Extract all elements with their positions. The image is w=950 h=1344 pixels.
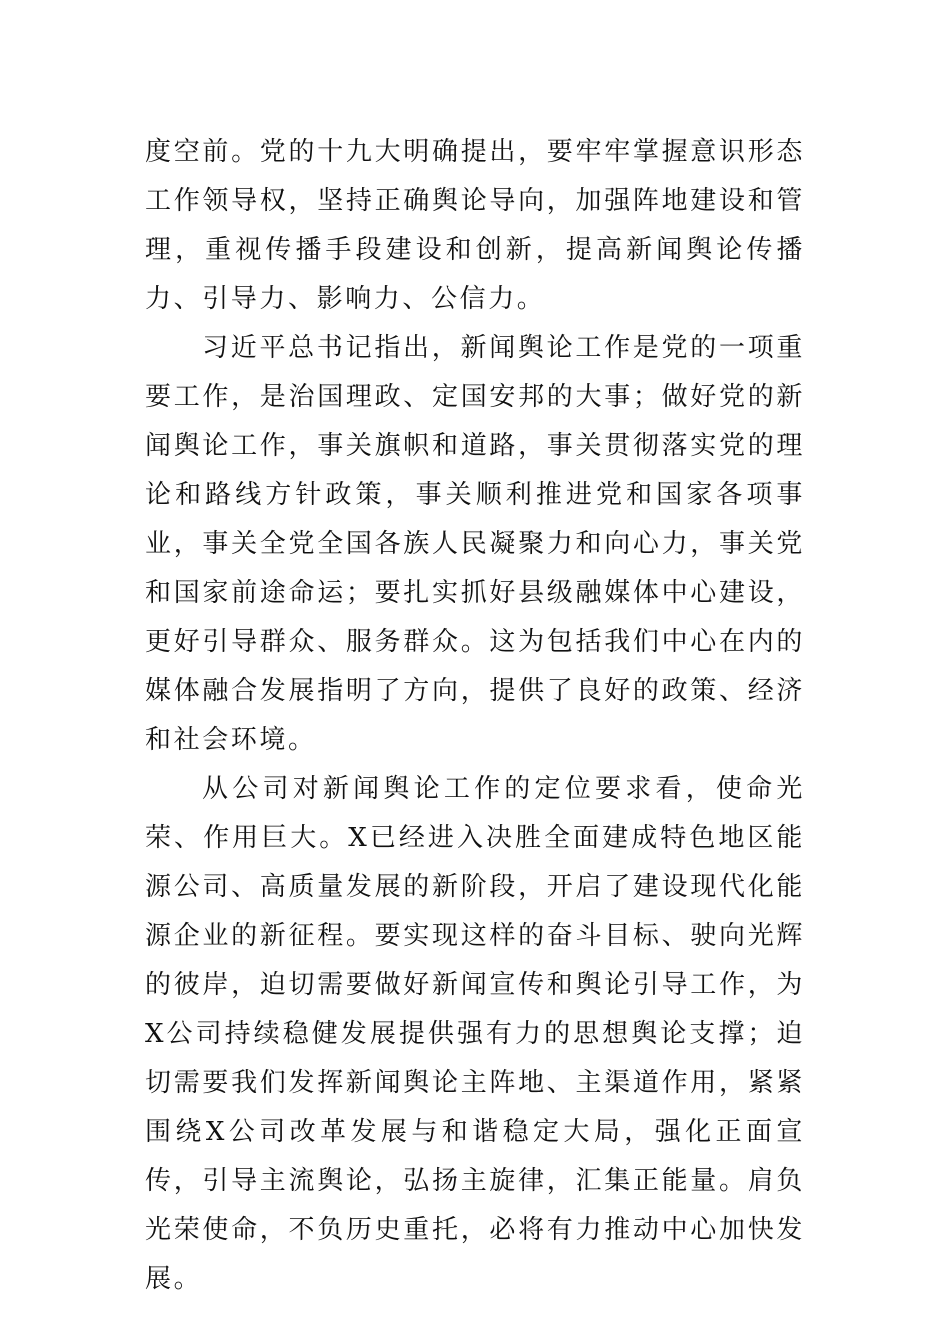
paragraph-continuation: 度空前。党的十九大明确提出，要牢牢掌握意识形态工作领导权，坚持正确舆论导向，加强阵地建设和管理，重视传播手段建设和创新，提高新闻舆论传播力、引导力、影响力、公信力。 [145,137,805,314]
paragraph-xi-remarks: 习近平总书记指出，新闻舆论工作是党的一项重要工作，是治国理政、定国安邦的大事；做好党的新闻舆论工作，事关旗帜和道路，事关贯彻落实党的理论和路线方针政策，事关顺利推进党和国家各项事业，事关全党全国各族人民凝聚力和向心力，事关党和国家前途命运；要扎实抓好县级融媒体中心建设，更好引导群众、服务群众。这为包括我们中心在内的媒体融合发展指明了方向，提供了良好的政策、经济和社会环境。 [145,333,805,755]
paragraph-company-positioning: 从公司对新闻舆论工作的定位要求看，使命光荣、作用巨大。X已经进入决胜全面建成特色地区能源公司、高质量发展的新阶段，开启了建设现代化能源企业的新征程。要实现这样的奋斗目标、驶向光辉的彼岸，迫切需要做好新闻宣传和舆论引导工作，为X公司持续稳健发展提供强有力的思想舆论支撑；迫切需要我们发挥新闻舆论主阵地、主渠道作用，紧紧围绕X公司改革发展与和谐稳定大局，强化正面宣传，引导主流舆论，弘扬主旋律，汇集正能量。肩负光荣使命，不负历史重托，必将有力推动中心加快发展。 [145,774,805,1294]
document-body [145,128,805,1304]
